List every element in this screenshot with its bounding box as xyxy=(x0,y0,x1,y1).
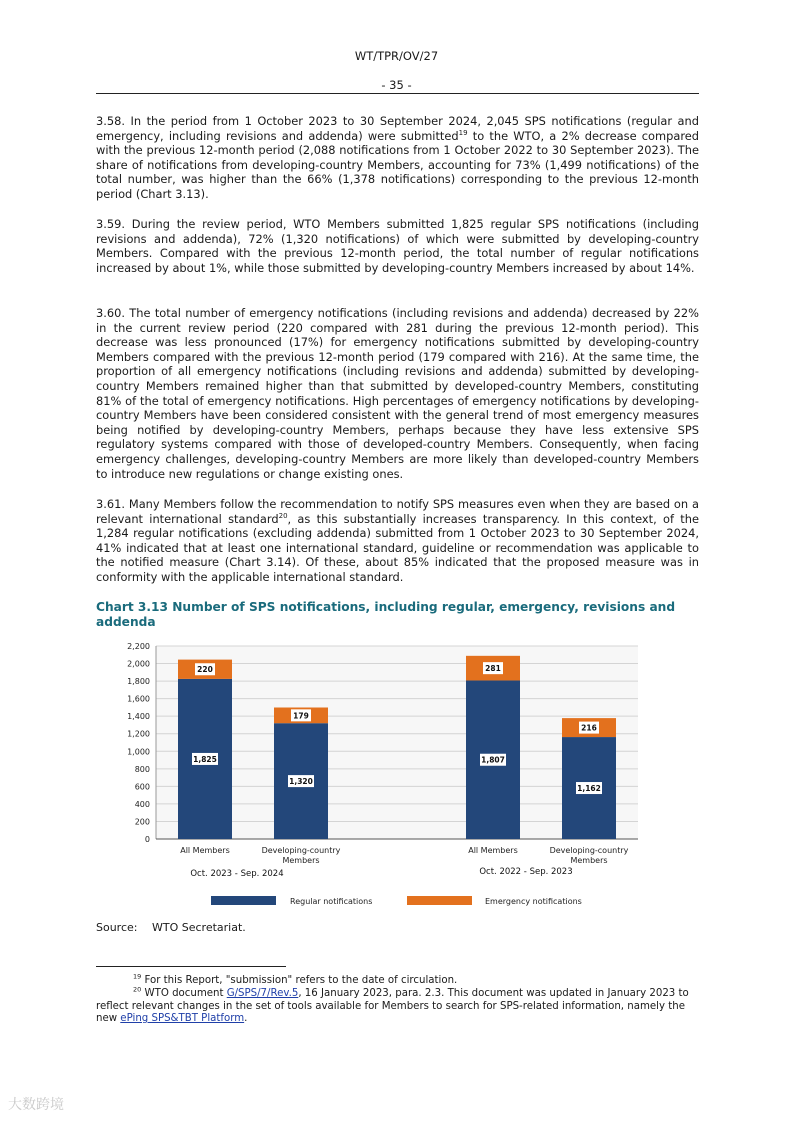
footnote-text: For this Report, "submission" refers to the date of circulation. xyxy=(141,975,458,986)
watermark-text: 大数跨境 xyxy=(8,1097,64,1113)
x-tick-label: All Members xyxy=(180,846,230,855)
data-label: 1,162 xyxy=(577,784,601,794)
legend xyxy=(211,896,582,906)
data-label: 179 xyxy=(293,711,309,721)
document-link[interactable]: G/SPS/7/Rev.5 xyxy=(226,988,299,999)
footnote-number: 20 xyxy=(133,985,142,994)
footnote-number: 19 xyxy=(133,972,142,981)
footnote-divider xyxy=(96,966,286,967)
footnote-20 xyxy=(96,985,699,1026)
source-label: Source: xyxy=(96,921,138,934)
x-tick-label: All Members xyxy=(468,846,518,855)
document-code: WT/TPR/OV/27 xyxy=(354,49,439,63)
x-tick-label: Developing-country Members xyxy=(549,846,629,865)
y-tick-label: 2,200 xyxy=(127,642,150,651)
source-note xyxy=(96,921,246,934)
footnote-19 xyxy=(96,972,699,988)
chart-title: Chart 3.13 Number of SPS notifications, including regular, emergency, revisions and addenda xyxy=(96,600,676,629)
data-label: 1,807 xyxy=(481,755,505,765)
y-tick-label: 1,400 xyxy=(127,712,150,722)
group-label: Oct. 2023 - Sep. 2024 xyxy=(190,869,284,879)
notifications-chart xyxy=(96,636,656,916)
y-tick-label: 800 xyxy=(134,764,150,774)
x-tick-label: Developing-country Members xyxy=(261,846,341,865)
paragraph-3-58 xyxy=(96,114,699,202)
paragraph-3-59 xyxy=(96,217,699,275)
data-label: 216 xyxy=(581,723,597,733)
legend-swatch-emergency xyxy=(407,896,472,905)
group-label: Oct. 2022 - Sep. 2023 xyxy=(479,867,573,877)
footnote-ref-19[interactable]: 19 xyxy=(458,128,468,137)
x-axis xyxy=(180,846,628,879)
source-text: WTO Secretariat. xyxy=(152,921,246,934)
y-tick-label: 2,000 xyxy=(127,659,150,669)
y-tick-label: 400 xyxy=(134,799,150,809)
footnote-ref-20[interactable]: 20 xyxy=(278,511,288,520)
paragraph-text: 3.61. Many Members follow the recommendation to notify SPS measures even when they are based on a relevant international standard xyxy=(96,497,699,526)
legend-swatch-regular xyxy=(211,896,276,905)
footnote-text: WTO document xyxy=(141,988,227,999)
eping-platform-link[interactable]: ePing SPS&TBT Platform xyxy=(120,1013,245,1025)
paragraph-text: 3.58. In the period from 1 October 2023 to 30 September 2024, 2,045 SPS notifications (regular and emergency, including revisions and addenda) were submitted xyxy=(96,114,699,143)
data-label: 1,825 xyxy=(193,754,217,764)
y-tick-label: 0 xyxy=(144,835,150,844)
legend-label: Regular notifications xyxy=(290,897,373,906)
y-tick-label: 600 xyxy=(134,782,150,792)
paragraph-text: 3.60. The total number of emergency notifications (including revisions and addenda) decreased by 22% in the current review period (220 compared with 281 during the previous 12-month period). This decrease was less pronounced (17%) for emergency notifications submitted by developing-country Members compared with the previous 12-month period (179 compared with 216). At the same time, the proportion of all emergency notifications (including revisions and addenda) submitted by developing-country Members remained higher than that submitted by developed-country Members, constituting 81% of the total of emergency notifications. High percentages of emergency notifications by developing-country Members have been considered consistent with the general trend of most emergency measures being notified by developing-country Members, perhaps because they have less extensive SPS regulatory systems compared with those of developed-country Members. Consequently, when facing emergency challenges, developing-country Members are more likely than developed-country Members to introduce new regulations or change existing ones. xyxy=(96,306,699,481)
data-label: 281 xyxy=(485,664,501,674)
y-tick-label: 200 xyxy=(134,817,150,827)
footnote-text: , 16 January 2023, para. 2.3. This document was updated in January 2023 to reflect relevant changes in the set of tools available for Members to search for SPS-related information, namely the new xyxy=(96,988,689,1025)
paragraph-3-60 xyxy=(96,306,699,481)
page-number: - 35 - xyxy=(381,78,412,92)
paragraph-3-61 xyxy=(96,497,699,585)
paragraph-text: , as this substantially increases transparency. In this context, of the 1,284 regular notifications (excluding addenda) submitted from 1 October 2023 to 30 September 2024, 41% indicated that at least one international standard, guideline or recommendation was applicable to the notified measure (Chart 3.14). Of these, about 85% indicated that the proposed measure was in conformity with the applicable international standard. xyxy=(96,511,699,584)
header-divider xyxy=(96,93,699,94)
paragraph-text: to the WTO, a 2% decrease compared with the previous 12-month period (2,088 notifications from 1 October 2022 to 30 September 2023). The share of notifications from developing-country Members, accounting for 73% (1,499 notifications) of the total number, was higher than the 66% (1,378 notifications) corresponding to the previous 12-month period (Chart 3.13). xyxy=(96,128,699,201)
footnote-text: . xyxy=(244,1013,248,1025)
paragraph-text: 3.59. During the review period, WTO Members submitted 1,825 regular SPS notifications (including revisions and addenda), 72% (1,320 notifications) of which were submitted by developing-country Members. Compared with the previous 12-month period, the total number of regular notifications increased by about 1%, while those submitted by developing-country Members increased by about 14%. xyxy=(96,217,699,275)
y-tick-label: 1,000 xyxy=(127,747,150,757)
data-label: 220 xyxy=(197,665,213,675)
y-tick-label: 1,600 xyxy=(127,694,150,704)
y-tick-label: 1,200 xyxy=(127,729,150,739)
data-label: 1,320 xyxy=(289,777,313,787)
legend-label: Emergency notifications xyxy=(485,897,582,906)
y-tick-label: 1,800 xyxy=(127,677,150,687)
